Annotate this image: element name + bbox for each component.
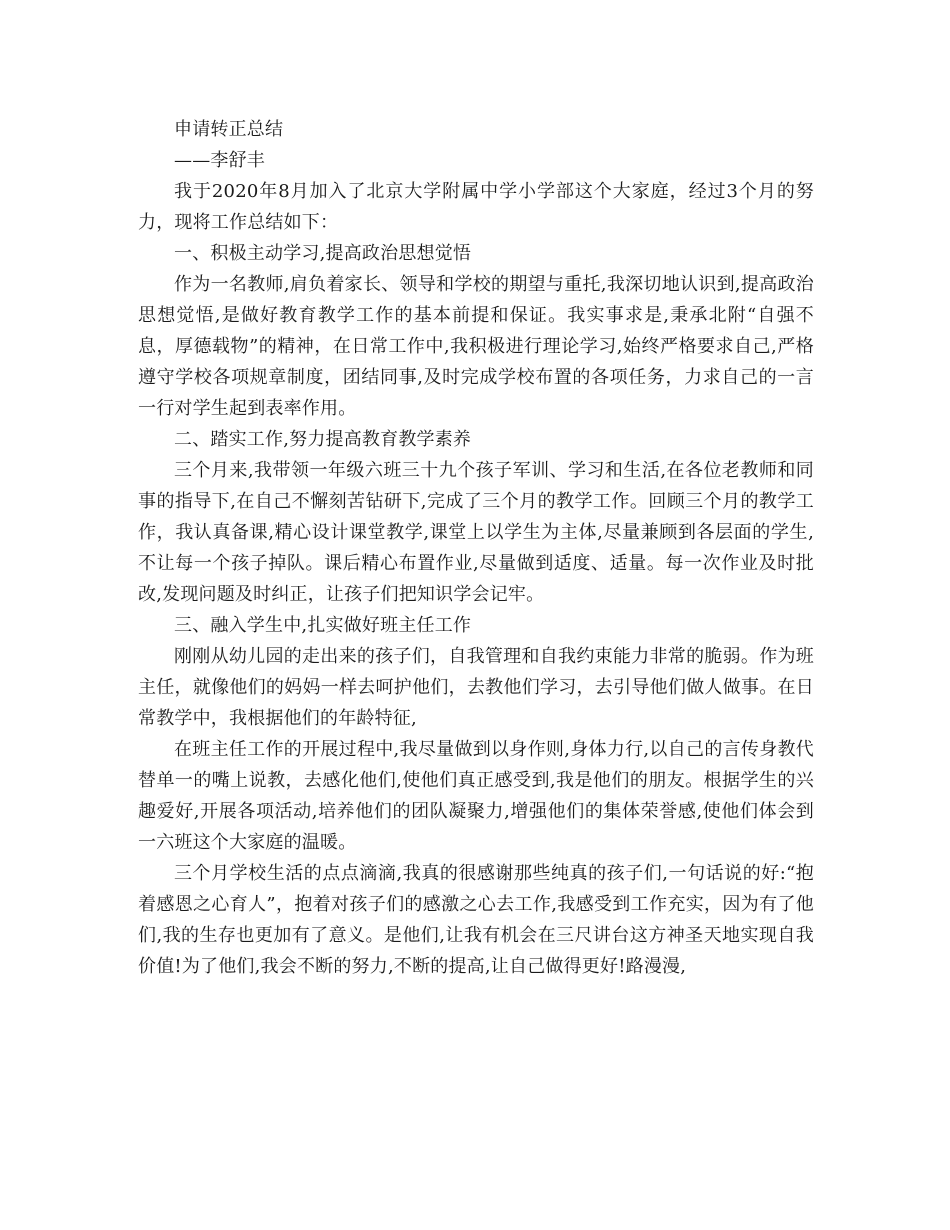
section-3-paragraph-1: 刚刚从幼儿园的走出来的孩子们，自我管理和自我约束能力非常的脆弱。作为班主任，就像他们的妈妈一样去呵护他们，去教他们学习，去引导他们做人做事。在日常教学中，我根据他们的年龄特征, (138, 646, 814, 729)
closing-paragraph: 三个月学校生活的点点滴滴,我真的很感谢那些纯真的孩子们,一句话说的好:“抱着感恩之心育人”，抱着对孩子们的感激之心去工作,我感受到工作充实，因为有了他们,我的生存也更加有了意义。是他们,让我有机会在三尺讲台这方神圣天地实现自我价值!为了他们,我会不断的努力,不断的提高,让自己做得更好!路漫漫, (138, 863, 814, 977)
document-title: 申请转正总结 (174, 119, 284, 140)
section-2-paragraph: 三个月来,我带领一年级六班三十九个孩子军训、学习和生活,在各位老教师和同事的指导下,在自己不懈刻苦钻研下,完成了三个月的教学工作。回顾三个月的教学工作，我认真备课,精心设计课堂教学,课堂上以学生为主体,尽量兼顾到各层面的学生,不让每一个孩子掉队。课后精心布置作业,尽量做到适度、适量。每一次作业及时批改,发现问题及时纠正，让孩子们把知识学会记牢。 (138, 460, 814, 605)
section-1-paragraph: 作为一名教师,肩负着家长、领导和学校的期望与重托,我深切地认识到,提高政治思想觉悟,是做好教育教学工作的基本前提和保证。我实事求是,秉承北附“自强不息，厚德载物”的精神，在日常工作中,我积极进行理论学习,始终严格要求自己,严格遵守学校各项规章制度，团结同事,及时完成学校布置的各项任务，力求自己的一言一行对学生起到表率作用。 (138, 274, 814, 419)
intro-paragraph: 我于2020年8月加入了北京大学附属中学小学部这个大家庭，经过3个月的努力，现将工作总结如下： (138, 181, 814, 233)
section-3-paragraph-2: 在班主任工作的开展过程中,我尽量做到以身作则,身体力行,以自己的言传身教代替单一的嘴上说教，去感化他们,使他们真正感受到,我是他们的朋友。根据学生的兴趣爱好,开展各项活动,培养他们的团队凝聚力,增强他们的集体荣誉感,使他们体会到一六班这个大家庭的温暖。 (138, 739, 814, 853)
document-author: ——李舒丰 (174, 150, 265, 171)
section-heading-1: 一、积极主动学习,提高政治思想觉悟 (174, 243, 472, 264)
section-heading-3: 三、融入学生中,扎实做好班主任工作 (174, 615, 472, 636)
section-heading-2: 二、踏实工作,努力提高教育教学素养 (174, 429, 472, 450)
document-body (138, 114, 814, 982)
